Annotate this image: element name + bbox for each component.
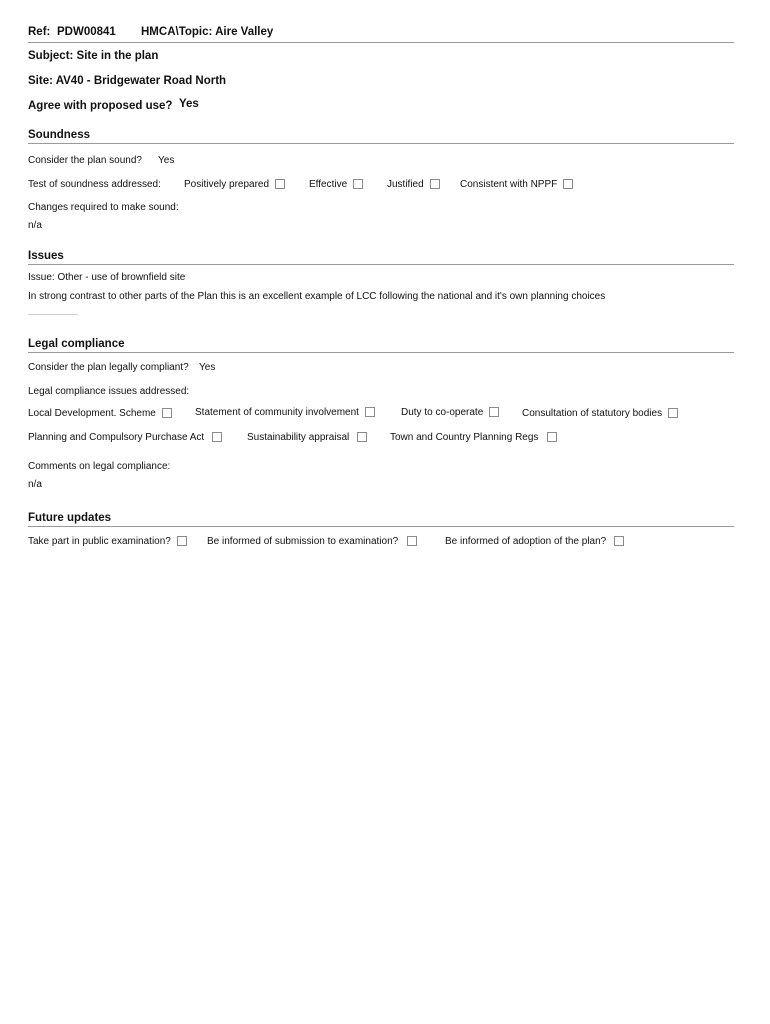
issue-comment: In strong contrast to other parts of the Plan this is an excellent example of LCC following the national and it's own planning choices <box>28 291 606 302</box>
issues-heading: Issues <box>28 250 64 262</box>
legal-compliant-question: Consider the plan legally compliant? <box>28 362 189 373</box>
test-label: Test of soundness addressed: <box>28 179 161 190</box>
future-option-text: Be informed of submission to examination? <box>207 536 399 547</box>
legal-option-text: Sustainability appraisal <box>247 432 350 443</box>
informed-submission-checkbox[interactable] <box>407 536 417 546</box>
legal-rule <box>28 352 734 353</box>
future-heading: Future updates <box>28 512 112 524</box>
ref-label: Ref: <box>28 26 51 38</box>
legal-compliant-answer: Yes <box>199 362 216 373</box>
agree-value: Yes <box>179 98 199 110</box>
future-public-examination <box>28 536 187 547</box>
soundness-rule <box>28 143 734 144</box>
site: Site: AV40 - Bridgewater Road North <box>28 75 227 87</box>
test-consistent-nppf <box>460 179 573 190</box>
future-option-text: Be informed of adoption of the plan? <box>445 536 607 547</box>
legal-statement-community <box>195 407 375 418</box>
consistent-nppf-checkbox[interactable] <box>563 179 573 189</box>
legal-heading: Legal compliance <box>28 338 125 350</box>
legal-consultation-statutory <box>522 408 678 419</box>
informed-adoption-checkbox[interactable] <box>614 536 624 546</box>
future-option-text: Take part in public examination? <box>28 536 171 547</box>
sound-question: Consider the plan sound? <box>28 155 142 166</box>
legal-option-text: Town and Country Planning Regs <box>390 432 539 443</box>
positively-prepared-checkbox[interactable] <box>275 179 285 189</box>
legal-duty-to-cooperate <box>401 407 499 418</box>
test-positively-prepared <box>184 179 285 190</box>
future-rule <box>28 526 734 527</box>
legal-sustainability-appraisal <box>247 432 367 443</box>
header-rule <box>28 42 734 43</box>
statement-community-checkbox[interactable] <box>365 407 375 417</box>
ref-value: PDW00841 <box>57 26 116 38</box>
issue-line: Issue: Other - use of brownfield site <box>28 272 186 283</box>
local-development-scheme-checkbox[interactable] <box>162 408 172 418</box>
public-examination-checkbox[interactable] <box>177 536 187 546</box>
legal-comments-value: n/a <box>28 479 42 490</box>
changes-label: Changes required to make sound: <box>28 202 179 213</box>
issues-rule <box>28 264 734 265</box>
future-informed-submission <box>207 536 417 547</box>
test-label-text: Consistent with NPPF <box>460 179 558 190</box>
town-country-regs-checkbox[interactable] <box>547 432 557 442</box>
agree-label: Agree with proposed use? <box>28 100 173 112</box>
sustainability-appraisal-checkbox[interactable] <box>357 432 367 442</box>
effective-checkbox[interactable] <box>353 179 363 189</box>
planning-compulsory-checkbox[interactable] <box>212 432 222 442</box>
topic: HMCA\Topic: Aire Valley <box>141 26 274 38</box>
test-label-text: Justified <box>387 179 424 190</box>
future-informed-adoption <box>445 536 624 547</box>
legal-town-country-regs <box>390 432 557 443</box>
test-label-text: Effective <box>309 179 348 190</box>
justified-checkbox[interactable] <box>430 179 440 189</box>
test-justified <box>387 179 440 190</box>
soundness-heading: Soundness <box>28 129 90 141</box>
duty-to-cooperate-checkbox[interactable] <box>489 407 499 417</box>
sound-answer: Yes <box>158 155 175 166</box>
test-effective <box>309 179 363 190</box>
test-label-text: Positively prepared <box>184 179 270 190</box>
legal-comments-label: Comments on legal compliance: <box>28 461 171 472</box>
legal-option-text: Duty to co-operate <box>401 407 484 418</box>
consultation-statutory-checkbox[interactable] <box>668 408 678 418</box>
legal-local-development-scheme <box>28 408 172 419</box>
legal-option-text: Statement of community involvement <box>195 407 359 418</box>
issue-divider <box>28 314 78 315</box>
legal-planning-compulsory <box>28 432 222 443</box>
subject: Subject: Site in the plan <box>28 50 159 62</box>
legal-issues-label: Legal compliance issues addressed: <box>28 386 190 397</box>
legal-option-text: Local Development. Scheme <box>28 408 156 419</box>
legal-option-text: Planning and Compulsory Purchase Act <box>28 432 205 443</box>
legal-option-text: Consultation of statutory bodies <box>522 408 663 419</box>
changes-value: n/a <box>28 220 42 231</box>
